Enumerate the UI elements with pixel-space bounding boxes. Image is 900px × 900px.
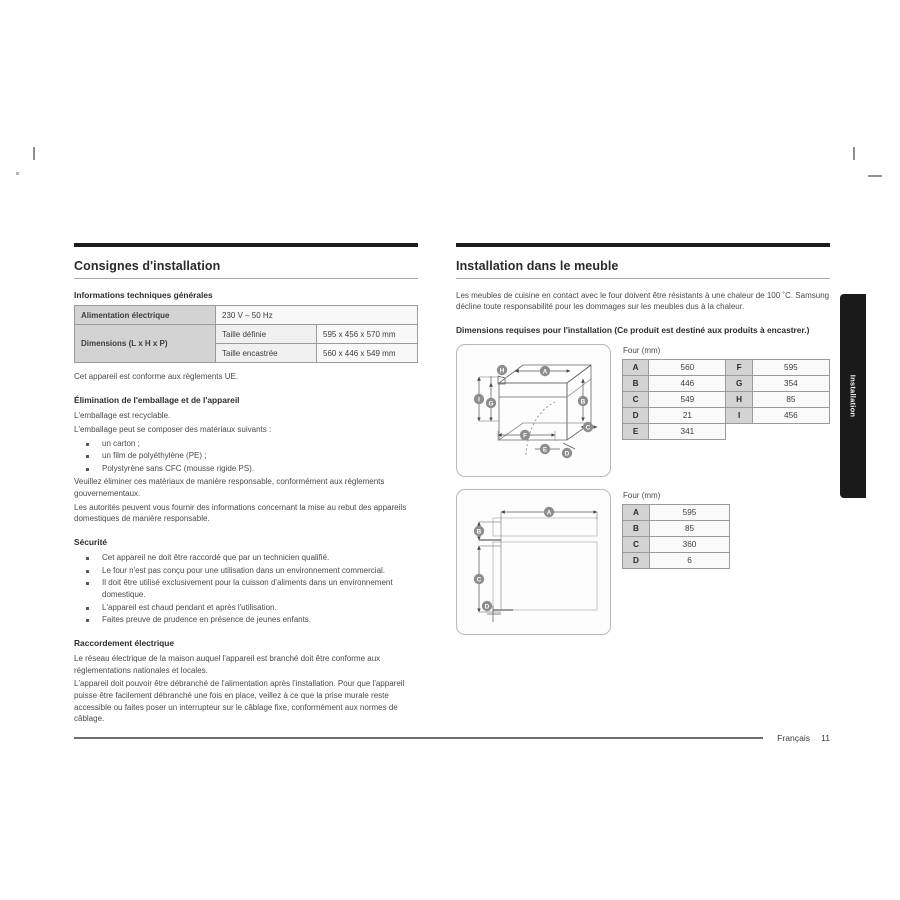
heading-elimination: Élimination de l'emballage et de l'appareil	[74, 394, 240, 405]
table-row	[623, 521, 730, 537]
dim-key: E	[623, 424, 649, 440]
dim-key: A	[623, 360, 649, 376]
svg-text:F: F	[523, 432, 527, 440]
heading-securite: Sécurité	[74, 536, 108, 547]
chapter-side-tab	[840, 294, 866, 498]
figure-1-caption: Four (mm)	[623, 346, 661, 356]
list-item: Le four n'est pas conçu pour une utilisation dans un environnement commercial.	[74, 565, 418, 577]
chapter-side-tab-label: Installation	[848, 374, 858, 418]
table-row	[75, 325, 418, 344]
table-row	[623, 424, 830, 440]
svg-text:B: B	[476, 528, 482, 536]
figure-1-row	[456, 344, 830, 477]
crop-mark-top-left-dot	[16, 172, 19, 175]
oven-3d-diagram	[456, 344, 611, 477]
heading-dimensions-requises: Dimensions requises pour l'installation (Ce produit est destiné aux produits à encastrer.)	[456, 324, 810, 335]
dim-key: B	[623, 521, 650, 537]
figure-2-caption: Four (mm)	[623, 491, 661, 501]
table-row	[623, 553, 730, 569]
table-row	[623, 408, 830, 424]
safety-list	[74, 552, 418, 626]
disposal-para-1: L'emballage est recyclable.	[74, 411, 171, 421]
svg-text:E: E	[542, 446, 548, 454]
table-row	[75, 306, 418, 325]
table-row	[623, 537, 730, 553]
crop-mark-top-right-dash	[868, 175, 882, 177]
dim-key: A	[623, 505, 650, 521]
dim-value: 85	[650, 521, 730, 537]
disposal-materials-list	[74, 438, 418, 475]
dim-key: F	[726, 360, 752, 376]
section-top-rule-right	[456, 243, 830, 247]
oven-dimensions-table-1	[622, 359, 830, 440]
spec-label-dimensions: Dimensions (L x H x P)	[75, 325, 216, 363]
dim-value: 560	[649, 360, 726, 376]
list-item: L'appareil est chaud pendant et après l'utilisation.	[74, 602, 418, 614]
list-item: Cet appareil ne doit être raccordé que par un technicien qualifié.	[74, 552, 418, 564]
page-title-left: Consignes d'installation	[74, 259, 221, 273]
dim-key: B	[623, 376, 649, 392]
footer-page-number: 11	[821, 733, 830, 743]
heading-raccordement-electrique: Raccordement électrique	[74, 637, 175, 648]
svg-text:C: C	[585, 424, 591, 432]
dim-key: H	[726, 392, 752, 408]
svg-text:G: G	[488, 400, 494, 408]
spec-sublabel-taille-definie: Taille définie	[216, 325, 317, 344]
dim-empty-cell	[752, 424, 829, 440]
cutout-diagram-svg	[457, 490, 610, 634]
note-conformite-ue: Cet appareil est conforme aux règlements UE.	[74, 372, 239, 382]
list-item: Polystyrène sans CFC (mousse rigide PS).	[74, 463, 418, 475]
figure-2-row	[456, 489, 830, 635]
dim-value: 341	[649, 424, 726, 440]
dim-value: 360	[650, 537, 730, 553]
installation-intro-text: Les meubles de cuisine en contact avec le four doivent être résistants à une chaleur de 100 ˚C. Samsung décline toute responsabilité pour les dommages sur les meubles dus à la chaleur.	[456, 290, 830, 312]
spec-value-taille-definie: 595 x 456 x 570 mm	[317, 325, 418, 344]
svg-text:D: D	[484, 603, 490, 611]
crop-mark-top-left-tick	[33, 147, 35, 160]
table-row	[623, 392, 830, 408]
oven-dimensions-table-2	[622, 504, 730, 569]
svg-text:A: A	[546, 509, 552, 517]
list-item: un carton ;	[74, 438, 418, 450]
svg-text:A: A	[542, 368, 548, 376]
figure-1-tables	[622, 344, 830, 440]
svg-text:C: C	[476, 576, 482, 584]
dim-key: C	[623, 392, 649, 408]
cutout-diagram	[456, 489, 611, 635]
section-underline-right	[456, 278, 830, 279]
dim-value: 549	[649, 392, 726, 408]
section-underline-left	[74, 278, 418, 279]
table-row	[623, 360, 830, 376]
list-item: Faites preuve de prudence en présence de jeunes enfants.	[74, 614, 418, 626]
dim-key: D	[623, 408, 649, 424]
electrical-para-1: Le réseau électrique de la maison auquel l'appareil est branché doit être conforme aux réglementations nationales et locales.	[74, 654, 381, 675]
right-column	[456, 243, 830, 635]
figure-spacer	[456, 477, 830, 489]
dim-empty-cell	[726, 424, 752, 440]
dim-value: 85	[752, 392, 829, 408]
dim-value: 446	[649, 376, 726, 392]
spec-value-alimentation: 230 V – 50 Hz	[216, 306, 418, 325]
dim-key: G	[726, 376, 752, 392]
table-row	[623, 505, 730, 521]
svg-text:B: B	[580, 398, 586, 406]
spec-value-taille-encastree: 560 x 446 x 549 mm	[317, 344, 418, 363]
spec-label-alimentation: Alimentation électrique	[75, 306, 216, 325]
left-column	[74, 243, 418, 727]
spec-sublabel-taille-encastree: Taille encastrée	[216, 344, 317, 363]
technical-specs-table	[74, 305, 418, 363]
table-row	[623, 376, 830, 392]
disposal-para-2: L'emballage peut se composer des matériaux suivants :	[74, 424, 272, 434]
dim-value: 456	[752, 408, 829, 424]
footer-rule	[74, 737, 763, 739]
dim-key: I	[726, 408, 752, 424]
dim-value: 595	[752, 360, 829, 376]
svg-text:I: I	[478, 396, 480, 404]
footer-language: Français	[777, 733, 811, 743]
disposal-para-4: Les autorités peuvent vous fournir des informations concernant la mise au rebut des appareils domestiques de manière responsable.	[74, 502, 407, 524]
dim-key: D	[623, 553, 650, 569]
svg-text:H: H	[499, 367, 505, 375]
oven-3d-diagram-svg	[457, 345, 610, 476]
crop-mark-top-right-tick	[853, 147, 855, 160]
page-footer	[74, 733, 830, 743]
list-item: Il doit être utilisé exclusivement pour la cuisson d'aliments dans un environnement domestique.	[74, 577, 418, 600]
dim-value: 6	[650, 553, 730, 569]
figure-2-tables	[622, 489, 830, 569]
heading-informations-techniques: Informations techniques générales	[74, 289, 213, 300]
page-title-right: Installation dans le meuble	[456, 259, 619, 273]
section-top-rule-left	[74, 243, 418, 247]
electrical-para-2: L'appareil doit pouvoir être débranché de l'alimentation après l'installation. Pour que l'appareil puisse être facilement débranché une fois en place, veillez à ce que la prise murale reste accessible ou faites poser un interrupteur sur le câblage fixe, conformément aux normes de câblage.	[74, 679, 405, 724]
dim-value: 21	[649, 408, 726, 424]
list-item: un film de polyéthylène (PE) ;	[74, 450, 418, 462]
disposal-para-3: Veuillez éliminer ces matériaux de manière responsable, conformément aux règlements gouvernementaux.	[74, 477, 385, 498]
svg-text:D: D	[564, 450, 570, 458]
dim-value: 354	[752, 376, 829, 392]
dim-value: 595	[650, 505, 730, 521]
dim-key: C	[623, 537, 650, 553]
